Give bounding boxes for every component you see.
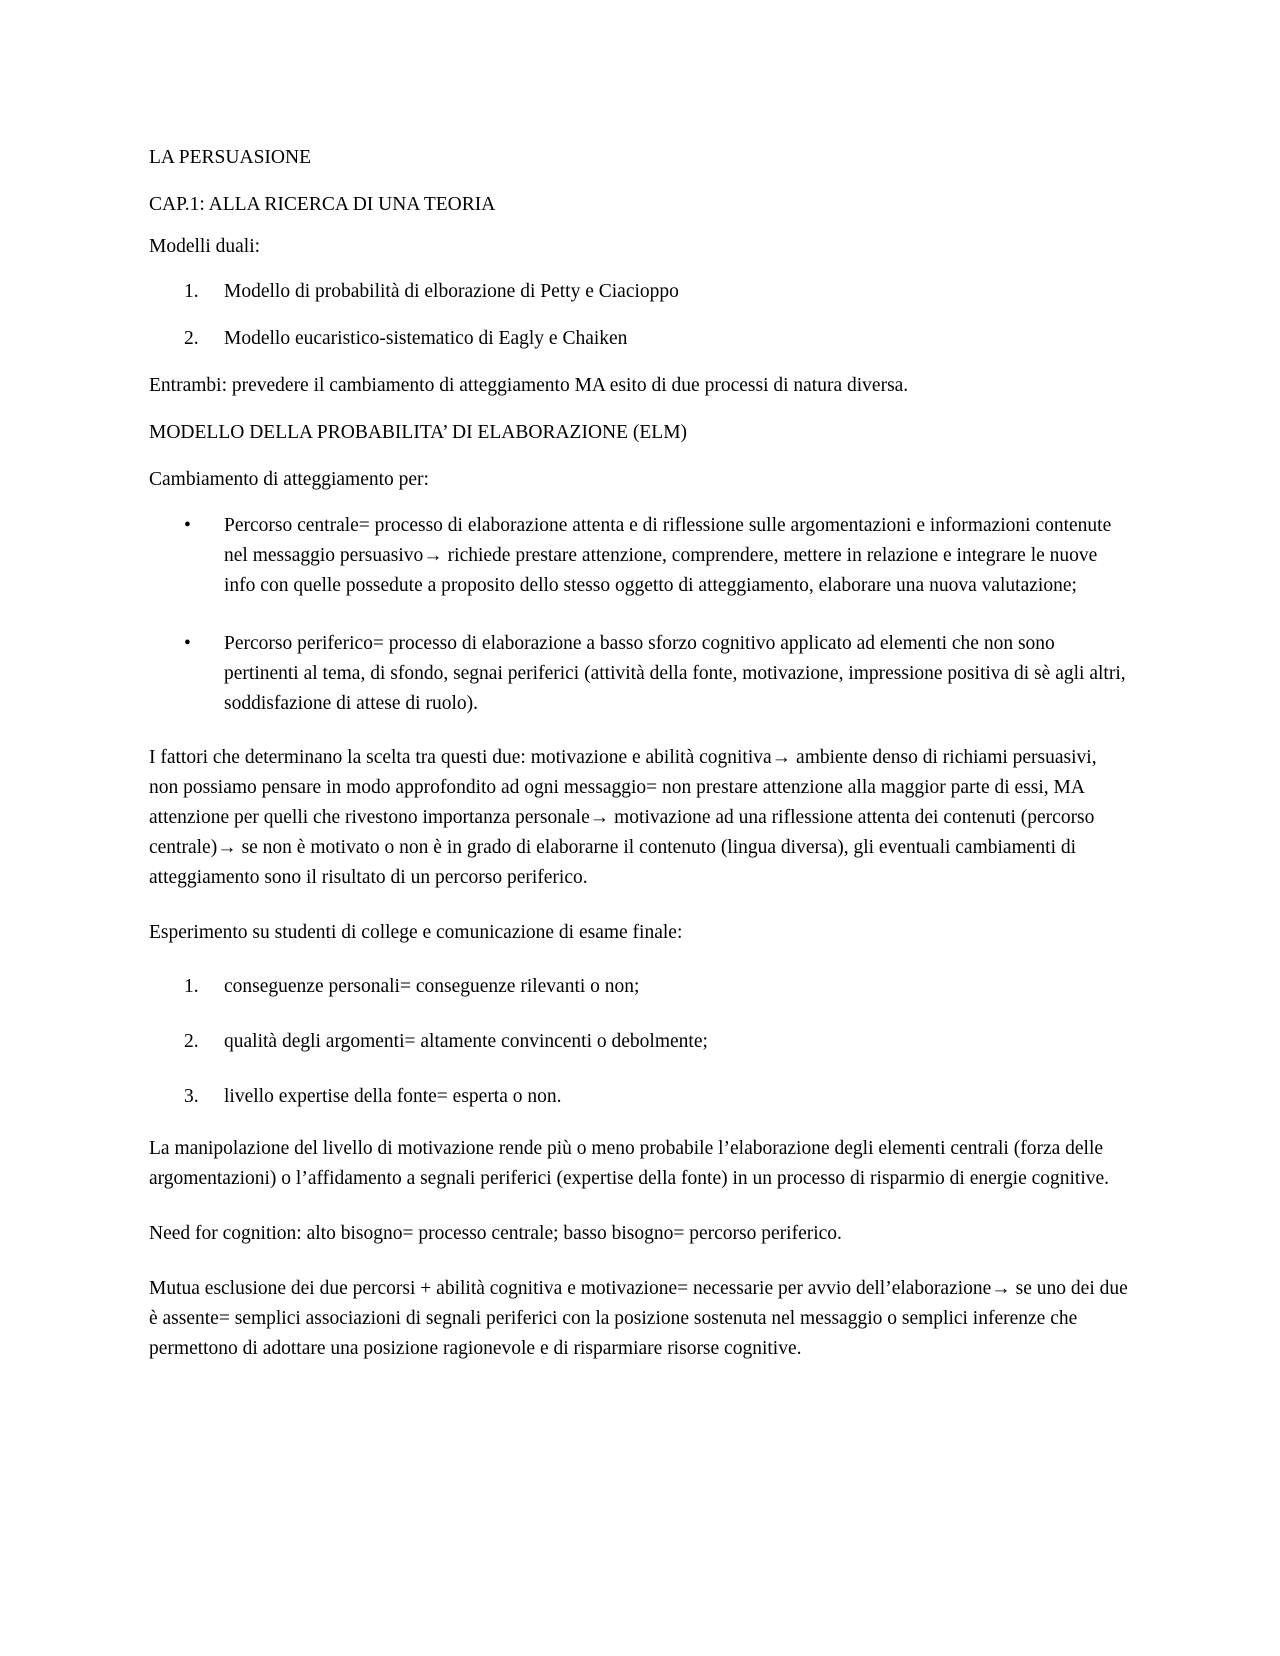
list-item-text: Modello di probabilità di elborazione di Petty e Ciacioppo	[224, 281, 679, 302]
manipulation-paragraph: La manipolazione del livello di motivazione rende più o meno probabile l’elaborazione degli elementi centrali (forza delle argomentazioni) o l’affidamento a segnali periferici (expertise della fonte) in un processo di risparmio di energie cognitive.	[149, 1138, 1110, 1189]
factors-paragraph: I fattori che determinano la scelta tra questi due: motivazione e abilità cognitiva→ ambiente denso di richiami persuasivi, non possiamo pensare in modo approfondito ad ogni messaggio= non prestare attenzione alla maggior parte di essi, MA attenzione per quelli che rivestono importanza personale→ motivazione ad una riflessione attenta dei contenuti (percorso centrale)→ se non è motivato o non è in grado di elaborarne il contenuto (lingua diversa), gli eventuali cambiamenti di atteggiamento sono il risultato di un percorso periferico.	[149, 747, 1097, 888]
document-title: LA PERSUASIONE	[149, 147, 311, 168]
list-item	[149, 511, 1129, 601]
list-number: 2.	[184, 328, 199, 349]
list-item	[149, 277, 1129, 307]
list-item	[149, 972, 1129, 1002]
list-item-text: conseguenze personali= conseguenze rilevanti o non;	[224, 976, 640, 997]
list-item	[149, 1027, 1129, 1057]
dual-models-list	[149, 277, 1129, 354]
list-item-text: Modello eucaristico-sistematico di Eagly e Chaiken	[224, 328, 628, 349]
paths-list	[149, 511, 1129, 719]
list-number: 2.	[184, 1031, 199, 1052]
list-item	[149, 324, 1129, 354]
both-paragraph: Entrambi: prevedere il cambiamento di atteggiamento MA esito di due processi di natura diversa.	[149, 375, 909, 396]
list-item-text: Percorso centrale= processo di elaborazione attenta e di riflessione sulle argomentazioni e informazioni contenute nel messaggio persuasivo→ richiede prestare attenzione, comprendere, mettere in relazione e integrare le nuove info con quelle possedute a proposito dello stesso oggetto di atteggiamento, elaborare una nuova valutazione;	[224, 515, 1112, 596]
need-for-cognition-paragraph: Need for cognition: alto bisogno= processo centrale; basso bisogno= percorso periferico.	[149, 1223, 842, 1244]
bullet-icon: •	[184, 633, 191, 654]
chapter-heading: CAP.1: ALLA RICERCA DI UNA TEORIA	[149, 194, 496, 215]
list-item-text: livello expertise della fonte= esperta o non.	[224, 1086, 562, 1107]
experiment-list	[149, 972, 1129, 1112]
change-label: Cambiamento di atteggiamento per:	[149, 469, 429, 490]
list-number: 1.	[184, 976, 199, 997]
elm-heading: MODELLO DELLA PROBABILITA’ DI ELABORAZIONE (ELM)	[149, 422, 688, 443]
bullet-icon: •	[184, 515, 191, 536]
list-item-text: qualità degli argomenti= altamente convincenti o debolmente;	[224, 1031, 708, 1052]
mutual-exclusion-paragraph: Mutua esclusione dei due percorsi + abilità cognitiva e motivazione= necessarie per avvio dell’elaborazione→ se uno dei due è assente= semplici associazioni di segnali periferici con la posizione sostenuta nel messaggio o semplici inferenze che permettono di adottare una posizione ragionevole e di risparmiare risorse cognitive.	[149, 1278, 1128, 1359]
experiment-paragraph: Esperimento su studenti di college e comunicazione di esame finale:	[149, 922, 683, 943]
list-item-text: Percorso periferico= processo di elaborazione a basso sforzo cognitivo applicato ad elementi che non sono pertinenti al tema, di sfondo, segnai periferici (attività della fonte, motivazione, impressione positiva di sè agli altri, soddisfazione di attese di ruolo).	[224, 633, 1126, 714]
list-number: 3.	[184, 1086, 199, 1107]
list-item	[149, 1082, 1129, 1112]
document-page	[149, 143, 1129, 1364]
list-item	[149, 629, 1129, 719]
dual-models-label: Modelli duali:	[149, 236, 261, 257]
list-number: 1.	[184, 281, 199, 302]
